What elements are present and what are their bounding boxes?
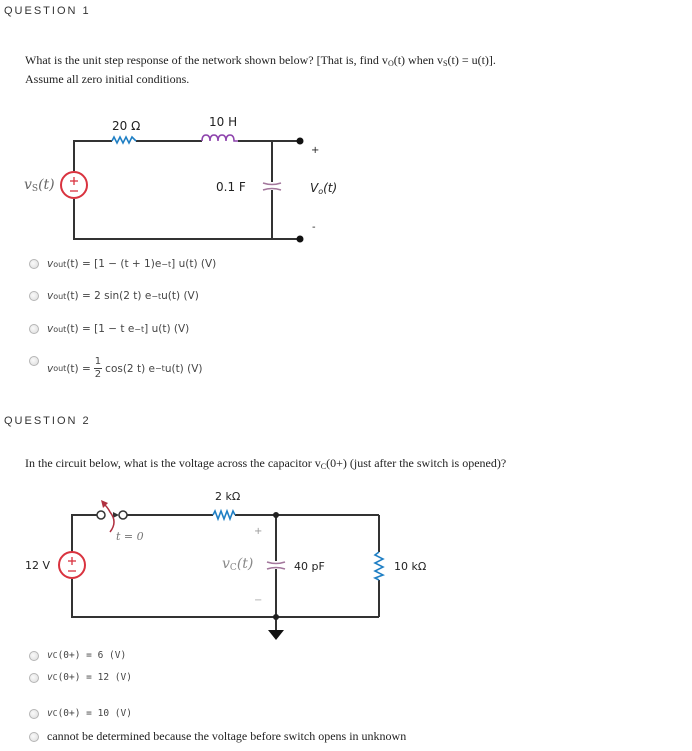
question-2-prompt (25, 456, 506, 471)
option-sub: C (52, 709, 58, 718)
radio-button[interactable] (29, 356, 39, 366)
vc-plus-sign: + (254, 526, 263, 537)
option-4-equation (47, 357, 203, 380)
output-plus-sign: + (311, 145, 320, 156)
terminal-dot (297, 138, 304, 145)
option-lhs: v (47, 362, 54, 375)
q2-option-1[interactable] (29, 650, 126, 661)
option-lhs: v (47, 672, 53, 683)
label-part: v (222, 556, 230, 572)
source-vs-label (24, 177, 55, 194)
option-rhs: cos(2 t) e (105, 362, 155, 375)
option-lhs: v (47, 708, 53, 719)
option-tail: u(t) (V) (164, 362, 203, 375)
question-2-heading: QUESTION 2 (4, 415, 91, 427)
option-sub: C (52, 673, 58, 682)
fraction-denominator: 2 (94, 369, 102, 380)
output-vo-label (310, 181, 337, 196)
vc-minus-sign: − (254, 595, 263, 606)
option-lhs: v (47, 290, 54, 302)
option-arg: (t) (66, 323, 79, 335)
circuit-2-schematic (0, 470, 692, 650)
option-exp: −t (151, 291, 162, 301)
capacitor-icon (267, 562, 285, 564)
label-sub: C (229, 563, 237, 573)
label-part: V (310, 181, 319, 195)
option-lhs: v (47, 258, 54, 270)
prompt-part: (t) = u(t)]. (447, 53, 496, 67)
capacitor-40pf-label: 40 pF (294, 560, 325, 573)
resistor-icon (213, 511, 235, 519)
option-tail: u(t) (V) (161, 290, 199, 302)
option-sub: out (53, 324, 67, 334)
circuit-1-schematic (0, 0, 692, 260)
option-lhs: v (47, 650, 53, 661)
prompt-sub: C (320, 462, 327, 471)
capacitor-icon (263, 183, 281, 185)
inductor-icon (202, 135, 238, 141)
prompt-sub: O (387, 59, 394, 68)
prompt-part: (t) when v (393, 53, 444, 67)
prompt-sub: S (443, 59, 448, 68)
resistor-2k-label: 2 kΩ (215, 490, 241, 503)
radio-button[interactable] (29, 291, 39, 301)
q1-option-4[interactable] (29, 355, 203, 380)
resistor-icon (112, 137, 136, 143)
terminal-dot (297, 236, 304, 243)
option-rhs: = [1 − (t + 1)e (81, 258, 162, 270)
label-part: (t) (38, 177, 55, 193)
option-exp: −t (161, 259, 172, 269)
prompt-part: (0+) (just after the switch is opened)? (326, 456, 507, 470)
resistor-10k-label: 10 kΩ (394, 560, 427, 573)
option-sub: out (53, 291, 67, 301)
radio-button[interactable] (29, 709, 39, 719)
q2-option-3[interactable] (29, 708, 132, 719)
option-arg: (t) (66, 258, 79, 270)
option-exp: −t (134, 324, 145, 334)
option-lhs: v (47, 323, 54, 335)
radio-button[interactable] (29, 259, 39, 269)
vc-label (222, 556, 253, 573)
option-arg: (t) (66, 290, 79, 302)
q1-option-3[interactable] (29, 323, 189, 335)
wire (74, 141, 112, 171)
question-1-heading: QUESTION 1 (4, 5, 91, 17)
option-tail: ] u(t) (V) (171, 258, 217, 270)
label-sub: o (318, 187, 324, 196)
switch-time-label: t = 0 (116, 530, 144, 543)
prompt-part: In the circuit below, what is the voltage across the capacitor v (25, 456, 321, 470)
option-exp: −t (154, 364, 165, 373)
option-arg: (t) (66, 362, 79, 375)
radio-button[interactable] (29, 732, 39, 742)
option-rhs: = 2 sin(2 t) e (81, 290, 152, 302)
ground-icon (268, 630, 284, 640)
option-rhs: = (81, 362, 91, 375)
option-sub: C (52, 651, 58, 660)
prompt-part: What is the unit step response of the network shown below? [That is, find v (25, 53, 388, 67)
label-sub: S (31, 184, 39, 194)
radio-button[interactable] (29, 651, 39, 661)
output-minus-sign: - (312, 222, 316, 233)
option-text: (0+) = 12 (V) (57, 672, 132, 683)
q2-option-2[interactable] (29, 672, 132, 683)
label-part: v (24, 177, 32, 193)
radio-button[interactable] (29, 673, 39, 683)
resistor-icon (375, 552, 383, 580)
option-tail: ] u(t) (V) (144, 323, 190, 335)
switch-contact-icon (119, 511, 127, 519)
fraction (94, 357, 102, 380)
q1-option-2[interactable] (29, 290, 199, 302)
radio-button[interactable] (29, 324, 39, 334)
option-sub: out (53, 259, 67, 269)
resistor-20ohm-label: 20 Ω (112, 119, 141, 133)
label-part: (t) (236, 556, 254, 572)
option-text: (0+) = 10 (V) (57, 708, 132, 719)
label-part: (t) (323, 181, 338, 195)
option-sub: out (53, 364, 67, 373)
capacitor-0.1f-label: 0.1 F (216, 180, 246, 194)
option-text: (0+) = 6 (V) (57, 650, 127, 661)
circuit-2-diagram (0, 470, 692, 650)
switch-contact-icon (97, 511, 105, 519)
inductor-10h-label: 10 H (209, 115, 238, 129)
option-rhs: = [1 − t e (81, 323, 135, 335)
fraction-numerator: 1 (94, 356, 102, 367)
q2-option-4[interactable] (29, 729, 406, 744)
option-text: cannot be determined because the voltage before switch opens in unknown (47, 729, 407, 743)
source-12v-label: 12 V (25, 559, 51, 572)
junction-dot (273, 512, 279, 518)
circuit-1-diagram (0, 0, 692, 260)
junction-dot (273, 614, 279, 620)
q1-option-1[interactable] (29, 258, 216, 270)
switch-arrow-icon (105, 505, 114, 532)
question-1-assumption: Assume all zero initial conditions. (25, 72, 190, 86)
